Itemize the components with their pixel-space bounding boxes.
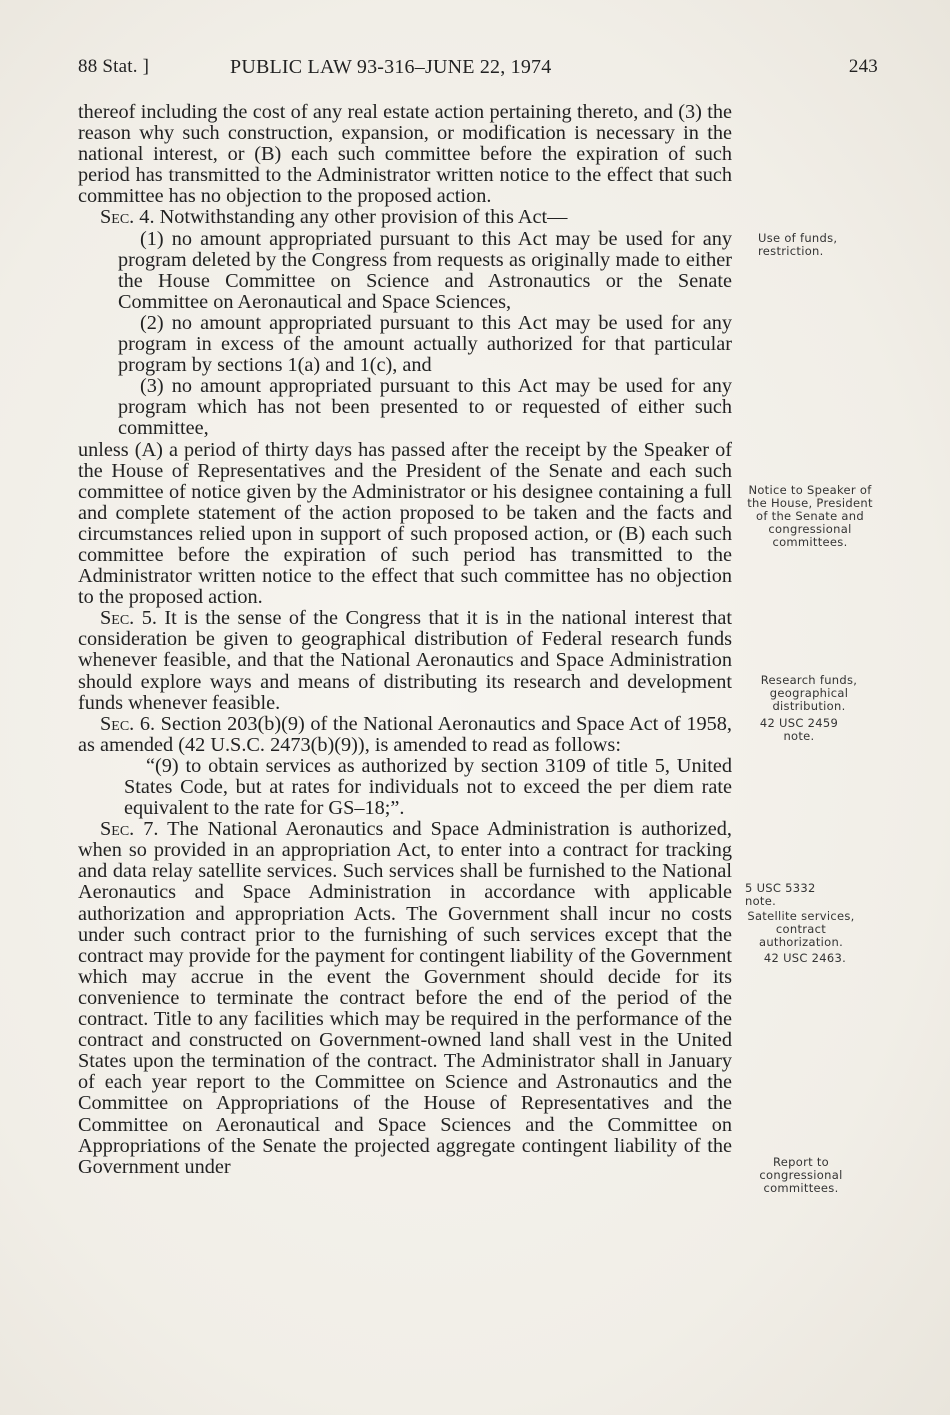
- continuation-paragraph: thereof including the cost of any real estate action pertaining thereto, and (3) the reason why such construction, expansion, or modification is necessary in the national interest, or (B) each such committee before the expiration of such period has transmitted to the Administrator written notice to the effect that such committee has no objection to the proposed action.: [78, 101, 732, 208]
- section-4-item-3: (3) no amount appropriated pursuant to this Act may be used for any program which has not been presented to or requested of either such committee,: [118, 375, 732, 440]
- margin-note-5-usc-5332: 5 USC 5332 note.: [745, 881, 816, 908]
- margin-note-report: Report to congressional committees.: [759, 1155, 843, 1195]
- margin-note-satellite-services: Satellite services, contract authorization.: [747, 909, 855, 949]
- document-body: [78, 102, 732, 1178]
- section-4-item-2: (2) no amount appropriated pursuant to this Act may be used for any program in excess of the amount actually authorized for that particular program by sections 1(a) and 1(c), and: [118, 311, 732, 377]
- margin-note-notice: Notice to Speaker of the House, President of the Senate and congressional committees.: [747, 483, 873, 549]
- section-label: Sec. 7.: [100, 818, 159, 841]
- statute-reference: 88 Stat. ]: [78, 56, 150, 77]
- section-text: Section 203(b)(9) of the National Aeronautics and Space Act of 1958, as amended (42 U.S.C. 2473(b)(9)), is amended to read as follows:: [78, 712, 732, 756]
- section-label: Sec. 4.: [100, 206, 155, 229]
- section-text: The National Aeronautics and Space Administration is authorized, when so provided in an appropriation Act, to enter into a contract for tracking and data relay satellite services. Such services shall be furnished to the National Aeronautics and Space Administration in accordance with applicable authorization and appropriation Acts. The Government shall incur no costs under such contract prior to the furnishing of such services except that the contract may provide for the payment for contingent liability of the Government which may accrue in the event the Government should decide for its convenience to terminate the contract before the end of the period of the contract. Title to any facilities which may be required in the performance of the contract and constructed on Government-owned land shall vest in the United States upon the termination of the contract. The Administrator shall in January of each year report to the Committee on Science and Astronautics and the Committee on Appropriations of the House of Representatives and the Committee on Aeronautical and Space Sciences and the Committee on Appropriations of the Senate the projected aggregate contingent liability of the Government under: [78, 818, 732, 1178]
- section-5: [78, 608, 732, 713]
- section-4-unless-clause: unless (A) a period of thirty days has passed after the receipt by the Speaker of the House of Representatives and the President of the Senate and each such committee of notice given by the Administrator or his designee containing a full and complete statement of the action proposed to be taken and the facts and circumstances relied upon in support of such proposed action, or (B) each such committee before the expiration of such period has transmitted to the Administrator written notice to the effect that such committee has no objection to the proposed action.: [78, 438, 732, 609]
- section-text: Notwithstanding any other provision of this Act—: [154, 206, 568, 229]
- section-label: Sec. 6.: [100, 712, 156, 735]
- section-4-item-1: (1) no amount appropriated pursuant to this Act may be used for any program deleted by the Congress from requests as originally made to either the House Committee on Science and Astronautics or the Senate Committee on Aeronautical and Space Sciences,: [118, 227, 732, 313]
- page-header: [78, 56, 878, 86]
- margin-note-research-funds: Research funds, geographical distribution.: [760, 673, 858, 713]
- public-law-title: PUBLIC LAW 93-316–JUNE 22, 1974: [230, 56, 552, 78]
- section-4-intro: [78, 207, 732, 228]
- section-7: [78, 819, 732, 1178]
- section-text: It is the sense of the Congress that it is in the national interest that consideration be given to geographical distribution of Federal research funds whenever feasible, and that the National Aeronautics and Space Administration should explore ways and means of distributing its research and development funds whenever feasible.: [78, 607, 732, 714]
- margin-note-42-usc-2459: 42 USC 2459 note.: [759, 716, 839, 743]
- margin-note-42-usc-2463: 42 USC 2463.: [763, 951, 847, 965]
- margin-note-use-of-funds: Use of funds, restriction.: [758, 231, 838, 258]
- section-label: Sec. 5.: [100, 607, 157, 630]
- section-6: [78, 714, 732, 756]
- page-number: 243: [848, 56, 878, 77]
- section-6-quoted-amendment: “(9) to obtain services as authorized by section 3109 of title 5, United States Code, but at rates for individuals not to exceed the per diem rate equivalent to the rate for GS–18;”.: [124, 754, 732, 820]
